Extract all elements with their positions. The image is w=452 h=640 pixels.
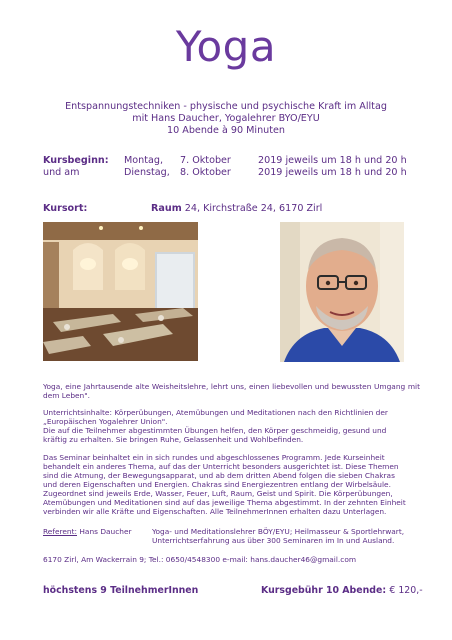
subtitle-line-1: Entspannungstechniken - physische und psychische Kraft im Alltag (65, 101, 387, 112)
referent-line-1: Yoga- und Meditationslehrer BÖY/EYU; Heilmasseur & Sportlehrwart, (152, 527, 405, 536)
location-label: Kursort: (43, 203, 88, 214)
seminar-line: und deren Eigenschaften und Energien. Chakras sind Energiezentren entlang der Wirbelsäule. (43, 480, 391, 489)
second-date-weekday: Dienstag, (124, 167, 170, 178)
second-date-detail: 2019 jeweils um 18 h und 20 h (258, 167, 407, 178)
location-address: 24, Kirchstraße 24, 6170 Zirl (184, 203, 323, 214)
seminar-line: Atemübungen und Meditationen sind auf das jeweilige Thema abgestimmt. In der zehnten Einheit (43, 498, 406, 507)
seminar-line: sind die Atmung, der Bewegungsapparat, und ab dem dritten Abend folgen die sieben Chakras (43, 471, 395, 480)
course-start-detail: 2019 jeweils um 18 h und 20 h (258, 155, 407, 166)
referent-name-line (43, 527, 132, 536)
course-start-label: Kursbeginn: (43, 155, 109, 166)
subtitle-line-2: mit Hans Daucher, Yogalehrer BYO/EYU (132, 113, 320, 124)
course-start-weekday: Montag, (124, 155, 164, 166)
intro-paragraph: Yoga, eine Jahrtausende alte Weisheitslehre, lehrt uns, einen liebevollen und bewussten Umgang mit dem Leben". (43, 382, 420, 401)
course-fee (261, 585, 423, 596)
second-date-date: 8. Oktober (180, 167, 231, 178)
referent-label: Referent: (43, 527, 77, 536)
course-fee-value: € 120,- (389, 585, 423, 596)
course-fee-label: Kursgebühr 10 Abende: (261, 585, 387, 596)
page-title: Yoga (175, 22, 277, 71)
second-date-label: und am (43, 167, 80, 178)
participants-limit: höchstens 9 TeilnehmerInnen (43, 585, 199, 596)
instructor-portrait-photo (280, 222, 404, 362)
seminar-line: Zugeordnet sind jeweils Erde, Wasser, Feuer, Luft, Raum, Geist und Spirit. Die Körperübungen, (43, 489, 393, 498)
referent-line-2: Unterrichtserfahrung aus über 300 Seminaren im In und Ausland. (152, 536, 395, 545)
yoga-room-photo (43, 222, 198, 361)
contents-line-1: Unterrichtsinhalte: Körperübungen, Atemübungen und Meditationen nach den Richtlinien der (43, 408, 388, 417)
contact-line: 6170 Zirl, Am Wackerrain 9; Tel.: 0650/4548300 e-mail: hans.daucher46@gmail.com (43, 555, 357, 564)
seminar-line: Das Seminar beinhaltet ein in sich rundes und abgeschlossenes Programm. Jede Kurseinheit (43, 453, 385, 462)
course-start-date: 7. Oktober (180, 155, 231, 166)
contents-line-4: kräftig zu erhalten. Sie bringen Ruhe, Gelassenheit und Wohlbefinden. (43, 435, 304, 444)
contents-line-3: Die auf die Teilnehmer abgestimmten Übungen helfen, den Körper geschmeidig, gesund und (43, 426, 387, 435)
referent-name: Hans Daucher (79, 527, 132, 536)
subtitle-line-3: 10 Abende à 90 Minuten (167, 125, 285, 136)
seminar-line: verbinden wir alle Kräfte und Eigenschaften. Alle TeilnehmerInnen erhalten dazu Unterlagen. (43, 507, 387, 516)
seminar-line: behandelt ein anderes Thema, auf das der Unterricht besonders ausgerichtet ist. Diese Themen (43, 462, 399, 471)
contents-line-2: „Europäischen Yogalehrer Union". (43, 417, 168, 426)
location-value (151, 203, 322, 214)
location-room: Raum (151, 203, 182, 214)
